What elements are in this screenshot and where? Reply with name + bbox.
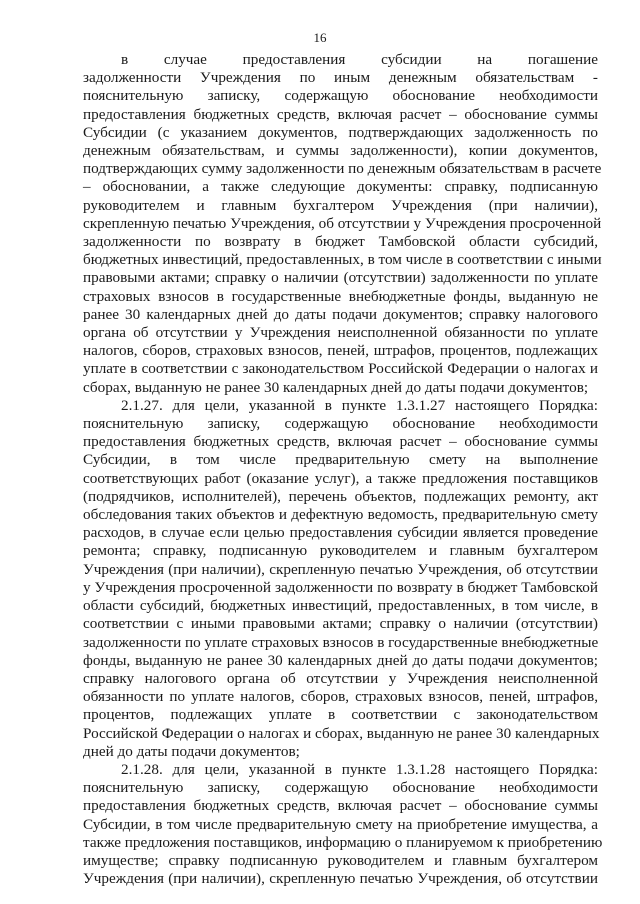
text-line: у Учреждения просроченной задолженности по возврату в бюджет Тамбовской — [83, 578, 598, 596]
text-line: имуществе; справку подписанную руководителем и главным бухгалтером — [83, 851, 598, 869]
paragraph-debt-subsidy — [83, 51, 602, 397]
text-line: Субсидии, в том числе предварительную смету на выполнение — [83, 451, 598, 469]
text-line: задолженности Учреждения по иным денежным обязательствам - — [83, 69, 598, 87]
text-line: Учреждения (при наличии), скрепленную печатью Учреждения, об отсутствии — [83, 560, 598, 578]
text-line: ремонта; справку, подписанную руководителем и главным бухгалтером — [83, 542, 598, 560]
text-line: фонды, выданную не ранее 30 календарных дней до даты подачи документов; — [83, 651, 598, 669]
text-line: органа об отсутствии у Учреждения неисполненной обязанности по уплате — [83, 324, 598, 342]
text-line: страховых взносов в государственные внебюджетные фонды, выданную не — [83, 287, 598, 305]
text-line: уплате в соответствии с законодательством Российской Федерации о налогах и — [83, 360, 598, 378]
page-number: 16 — [313, 30, 327, 45]
text-line: области субсидий, бюджетных инвестиций, предоставленных, в том числе, в — [83, 597, 598, 615]
text-line: (подрядчиков, исполнителей), перечень объектов, подлежащих ремонту, акт — [83, 487, 598, 505]
text-line: соответствии с иными правовыми актами; справку о наличии (отсутствии) — [83, 615, 598, 633]
text-line: также предложения поставщиков, информацию о планируемом к приобретению — [83, 833, 603, 851]
text-line: денежным обязательствам, и суммы задолженности), копии документов, — [83, 142, 598, 160]
text-line: Российской Федерации о налогах и сборах, выданную не ранее 30 календарных — [83, 724, 600, 742]
text-line: 2.1.27. для цели, указанной в пункте 1.3.1.27 настоящего Порядка: — [121, 396, 598, 414]
text-line: Субсидии, в том числе предварительную смету на приобретение имущества, а — [83, 815, 598, 833]
text-line: 2.1.28. для цели, указанной в пункте 1.3.1.28 настоящего Порядка: — [121, 760, 598, 778]
text-line: правовыми актами; справку о наличии (отсутствии) задолженности по уплате — [83, 269, 598, 287]
text-line: Субсидии (с указанием документов, подтверждающих задолженность по — [83, 123, 598, 141]
text-line: предоставления бюджетных средств, включая расчет – обоснование суммы — [83, 797, 598, 815]
text-line: обязанности по уплате налогов, сборов, страховых взносов, пеней, штрафов, — [83, 688, 598, 706]
text-line: дней до даты подачи документов; — [83, 742, 300, 760]
document-body — [83, 51, 603, 888]
text-line: расходов, в случае если целью предоставления субсидии является проведение — [83, 524, 598, 542]
text-line: задолженности по уплате страховых взносов в государственные внебюджетные — [83, 633, 599, 651]
text-line: соответствующих работ (оказание услуг), а также предложения поставщиков — [83, 469, 598, 487]
text-line: пояснительную записку, содержащую обоснование необходимости — [83, 779, 598, 797]
text-line: налогов, сборов, страховых взносов, пеней, штрафов, процентов, подлежащих — [83, 342, 598, 360]
text-line: пояснительную записку, содержащую обоснование необходимости — [83, 415, 598, 433]
text-line: подтверждающих сумму задолженности по денежным обязательствам в расчете — [83, 160, 602, 178]
text-line: – обосновании, а также следующие документы: справку, подписанную — [83, 178, 598, 196]
text-line: в случае предоставления субсидии на погашение — [121, 51, 598, 68]
paragraph-2-1-27 — [83, 397, 598, 761]
text-line: предоставления бюджетных средств, включая расчет – обоснование суммы — [83, 105, 598, 123]
text-line: ранее 30 календарных дней до даты подачи документов; справку налогового — [83, 305, 598, 323]
paragraph-2-1-28 — [83, 760, 603, 888]
text-line: бюджетных инвестиций, предоставленных, в том числе в соответствии с иными — [83, 251, 602, 269]
text-line: руководителем и главным бухгалтером Учреждения (при наличии), — [83, 196, 598, 214]
text-line: пояснительную записку, содержащую обоснование необходимости — [83, 87, 598, 105]
text-line: процентов, подлежащих уплате в соответствии с законодательством — [83, 706, 598, 724]
text-line: задолженности по возврату в бюджет Тамбовской области субсидий, — [83, 233, 598, 251]
text-line: предоставления бюджетных средств, включая расчет – обоснование суммы — [83, 433, 598, 451]
text-line: Учреждения (при наличии), скрепленную печатью Учреждения, об отсутствии — [83, 870, 598, 888]
text-line: обследования таких объектов и дефектную ведомость, предварительную смету — [83, 506, 598, 524]
text-line: скрепленную печатью Учреждения, об отсутствии у Учреждения просроченной — [83, 214, 602, 232]
text-line: справку налогового органа об отсутствии у Учреждения неисполненной — [83, 669, 598, 687]
text-line: сборах, выданную не ранее 30 календарных дней до даты подачи документов; — [83, 378, 589, 396]
